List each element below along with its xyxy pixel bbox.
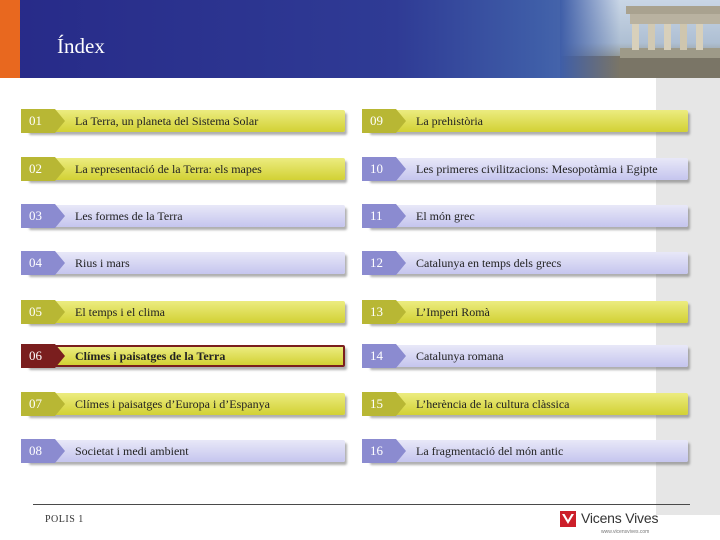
index-item[interactable] bbox=[27, 393, 345, 415]
item-label: L’herència de la cultura clàssica bbox=[416, 397, 570, 411]
vicens-vives-logo-icon bbox=[560, 511, 576, 527]
chevron-badge-icon bbox=[362, 109, 406, 133]
item-number: 12 bbox=[370, 255, 383, 270]
item-label: Rius i mars bbox=[75, 256, 130, 270]
item-label: El temps i el clima bbox=[75, 305, 165, 319]
item-label: Clímes i paisatges d’Europa i d’Espanya bbox=[75, 397, 270, 411]
logo-url: www.vicensvives.com bbox=[601, 529, 650, 535]
logo-brand-name: Vicens Vives bbox=[581, 510, 659, 526]
chevron-badge-icon bbox=[362, 157, 406, 181]
item-label: La representació de la Terra: els mapes bbox=[75, 162, 262, 176]
item-number: 06 bbox=[29, 348, 42, 363]
index-item[interactable] bbox=[27, 345, 345, 367]
index-item[interactable] bbox=[27, 110, 345, 132]
item-number: 16 bbox=[370, 443, 383, 458]
item-label: La Terra, un planeta del Sistema Solar bbox=[75, 114, 259, 128]
chevron-badge-icon bbox=[362, 392, 406, 416]
item-number: 11 bbox=[370, 208, 383, 223]
item-number: 08 bbox=[29, 443, 42, 458]
chevron-badge-icon bbox=[21, 109, 65, 133]
item-number: 05 bbox=[29, 304, 42, 319]
index-item[interactable] bbox=[368, 440, 688, 462]
footer-divider bbox=[33, 504, 690, 505]
item-label: La fragmentació del món antic bbox=[416, 444, 564, 458]
item-number: 02 bbox=[29, 161, 42, 176]
item-label: El món grec bbox=[416, 209, 475, 223]
publisher-logo bbox=[560, 509, 659, 537]
item-number: 13 bbox=[370, 304, 383, 319]
chevron-badge-icon bbox=[362, 344, 406, 368]
index-item[interactable] bbox=[27, 205, 345, 227]
index-item[interactable] bbox=[368, 205, 688, 227]
header-banner bbox=[0, 0, 720, 78]
chevron-badge-icon bbox=[362, 300, 406, 324]
chevron-badge-icon bbox=[21, 204, 65, 228]
item-label: Les formes de la Terra bbox=[75, 209, 183, 223]
index-item[interactable] bbox=[27, 158, 345, 180]
item-number: 15 bbox=[370, 396, 383, 411]
chevron-badge-icon bbox=[21, 344, 65, 368]
item-number: 10 bbox=[370, 161, 383, 176]
item-label: Clímes i paisatges de la Terra bbox=[75, 349, 226, 363]
index-item[interactable] bbox=[368, 393, 688, 415]
item-number: 14 bbox=[370, 348, 383, 363]
item-label: La prehistòria bbox=[416, 114, 483, 128]
chevron-badge-icon bbox=[21, 157, 65, 181]
item-number: 01 bbox=[29, 113, 42, 128]
index-item[interactable] bbox=[368, 110, 688, 132]
index-item[interactable] bbox=[368, 158, 688, 180]
chevron-badge-icon bbox=[21, 300, 65, 324]
item-label: Les primeres civilitzacions: Mesopotàmia i Egipte bbox=[416, 162, 658, 176]
item-label: L’Imperi Romà bbox=[416, 305, 490, 319]
footer-book-title: POLIS 1 bbox=[45, 514, 84, 525]
chevron-badge-icon bbox=[362, 204, 406, 228]
index-item[interactable] bbox=[27, 440, 345, 462]
item-label: Societat i medi ambient bbox=[75, 444, 189, 458]
index-item[interactable] bbox=[368, 345, 688, 367]
chevron-badge-icon bbox=[362, 439, 406, 463]
page-title: Índex bbox=[57, 34, 105, 58]
item-label: Catalunya romana bbox=[416, 349, 504, 363]
item-label: Catalunya en temps dels grecs bbox=[416, 256, 562, 270]
index-item[interactable] bbox=[27, 252, 345, 274]
temple-photo-icon bbox=[560, 0, 720, 78]
item-number: 07 bbox=[29, 396, 42, 411]
chevron-badge-icon bbox=[362, 251, 406, 275]
item-number: 09 bbox=[370, 113, 383, 128]
accent-bar bbox=[0, 0, 20, 78]
index-item[interactable] bbox=[368, 252, 688, 274]
item-number: 03 bbox=[29, 208, 42, 223]
item-number: 04 bbox=[29, 255, 42, 270]
chevron-badge-icon bbox=[21, 439, 65, 463]
header-photo bbox=[560, 0, 720, 78]
index-item[interactable] bbox=[27, 301, 345, 323]
chevron-badge-icon bbox=[21, 392, 65, 416]
index-item[interactable] bbox=[368, 301, 688, 323]
chevron-badge-icon bbox=[21, 251, 65, 275]
